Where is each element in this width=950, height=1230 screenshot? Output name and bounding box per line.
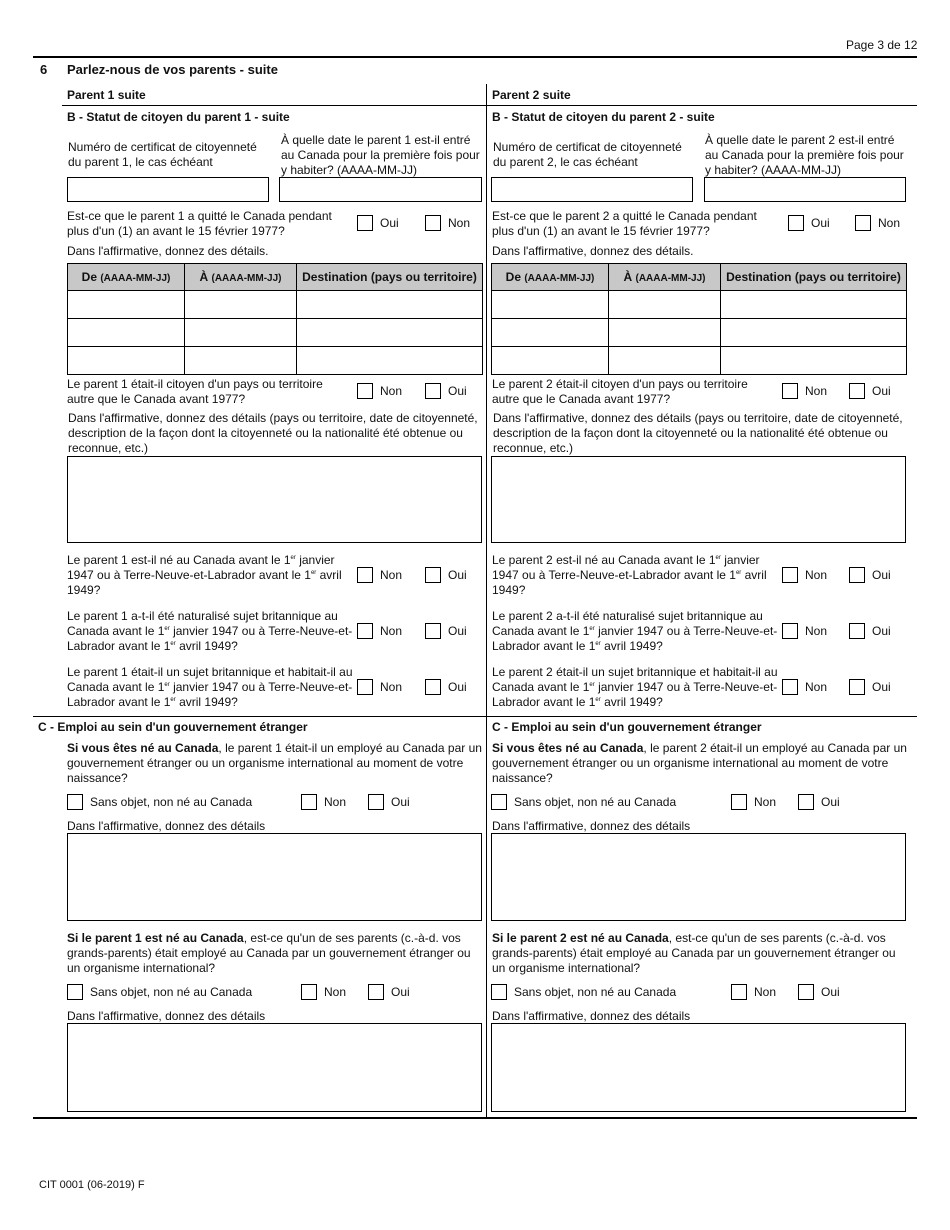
parent1-section-c-title: C - Emploi au sein d'un gouvernement étranger [38,720,308,734]
table-row [492,319,907,347]
parent1-british-subject-question: Le parent 1 était-il un sujet britannique et habitait-il au Canada avant le 1er janvier 1947 ou à Terre-Neuve-et-Labrador avant le 1er avril 1949? [67,665,353,709]
parent2-other-citizen-no-checkbox[interactable] [782,383,798,399]
parent1-naturalized-no-checkbox[interactable] [357,623,373,639]
parent2-other-citizen-details-label: Dans l'affirmative, donnez des détails (pays ou territoire, date de citoyenneté, description de la façon dont la citoyenneté ou la nationalité été obtenue ou reconnue, etc.) [493,411,903,455]
page-number: Page 3 de 12 [846,38,918,52]
travel-from-input[interactable] [68,291,184,318]
parent2-other-citizen-question: Le parent 2 était-il citoyen d'un pays ou territoire autre que le Canada avant 1977? [492,377,748,406]
na-label: Sans objet, non né au Canada [90,985,253,999]
parent1-details-label: Dans l'affirmative, donnez des détails. [67,244,269,258]
yes-label: Oui [391,795,410,809]
travel-from-input[interactable] [492,319,608,346]
column-divider-top [486,84,487,716]
parent1-british-subject-no-checkbox[interactable] [357,679,373,695]
parent2-grandparents-na-checkbox[interactable] [491,984,507,1000]
parent1-born-no-checkbox[interactable] [357,567,373,583]
parent2-british-subject-question: Le parent 2 était-il un sujet britannique et habitait-il au Canada avant le 1er janvier 1947 ou à Terre-Neuve-et-Labrador avant le 1er avril 1949? [492,665,778,709]
parent1-left-canada-yes-checkbox[interactable] [357,215,373,231]
form-code: CIT 0001 (06-2019) F [39,1179,145,1191]
parent2-cert-label: Numéro de certificat de citoyenneté du parent 2, le cas échéant [493,140,682,169]
parent2-other-citizen-details-input[interactable] [491,456,906,543]
parent2-cert-input[interactable] [491,177,693,202]
parent1-grandparents-question: Si le parent 1 est né au Canada, est-ce qu'un de ses parents (c.-à-d. vos grands-parents) était employé au Canada par un gouvernement étranger ou un organisme international? [67,931,471,975]
parent1-other-citizen-no-checkbox[interactable] [357,383,373,399]
table-row [492,347,907,375]
no-label: Non [878,216,901,230]
bottom-rule [33,1117,917,1119]
yes-label: Oui [872,384,891,398]
no-label: Non [805,624,828,638]
parent1-grandparents-no-checkbox[interactable] [301,984,317,1000]
travel-destination-input[interactable] [721,291,906,318]
parent1-grandparents-yes-checkbox[interactable] [368,984,384,1000]
parent2-born-yes-checkbox[interactable] [849,567,865,583]
yes-label: Oui [811,216,830,230]
parent1-other-citizen-yes-checkbox[interactable] [425,383,441,399]
travel-to-input[interactable] [609,319,720,346]
parent1-travel-table [67,263,483,375]
table-row [68,319,483,347]
yes-label: Oui [391,985,410,999]
parent1-cert-input[interactable] [67,177,269,202]
yes-label: Oui [448,680,467,694]
travel-header-destination: Destination (pays ou territoire) [721,264,907,291]
parent1-left-canada-no-checkbox[interactable] [425,215,441,231]
parent2-naturalized-no-checkbox[interactable] [782,623,798,639]
travel-header-to: À (AAAA-MM-JJ) [185,264,297,291]
parent1-born-question: Le parent 1 est-il né au Canada avant le 1er janvier 1947 ou à Terre-Neuve-et-Labrador avant le 1er avril 1949? [67,553,342,597]
parent2-other-citizen-yes-checkbox[interactable] [849,383,865,399]
no-label: Non [380,624,403,638]
travel-from-input[interactable] [492,347,608,374]
na-label: Sans objet, non né au Canada [90,795,253,809]
parent2-travel-table [491,263,907,375]
parent2-british-subject-no-checkbox[interactable] [782,679,798,695]
travel-destination-input[interactable] [721,347,906,374]
parent1-grandparents-na-checkbox[interactable] [67,984,83,1000]
parent2-naturalized-question: Le parent 2 a-t-il été naturalisé sujet britannique au Canada avant le 1er janvier 1947 ou à Terre-Neuve-et-Labrador avant le 1er avril 1949? [492,609,778,653]
parent2-entry-label: À quelle date le parent 2 est-il entré au Canada pour la première fois pour y habiter? (AAAA-MM-JJ) [705,133,904,177]
parent1-naturalized-question: Le parent 1 a-t-il été naturalisé sujet britannique au Canada avant le 1er janvier 1947 ou à Terre-Neuve-et-Labrador avant le 1er avril 1949? [67,609,353,653]
parent1-status-title: B - Statut de citoyen du parent 1 - suite [67,110,290,124]
no-label: Non [448,216,471,230]
no-label: Non [754,985,777,999]
no-label: Non [805,680,828,694]
travel-to-input[interactable] [185,319,296,346]
parent2-column-title: Parent 2 suite [492,88,571,102]
travel-header-destination: Destination (pays ou territoire) [297,264,483,291]
table-row [68,291,483,319]
parent2-grandparents-yes-checkbox[interactable] [798,984,814,1000]
parent2-grandparents-no-checkbox[interactable] [731,984,747,1000]
col-title-rule [62,105,917,106]
parent2-employee-no-checkbox[interactable] [731,794,747,810]
travel-destination-input[interactable] [297,347,482,374]
travel-to-input[interactable] [609,347,720,374]
parent2-employee-question: Si vous êtes né au Canada, le parent 2 était-il un employé au Canada par un gouvernement étranger ou un organisme international au moment de votre naissance? [492,741,907,785]
parent2-born-no-checkbox[interactable] [782,567,798,583]
parent2-details-label: Dans l'affirmative, donnez des détails. [492,244,694,258]
no-label: Non [380,680,403,694]
travel-header-from: De (AAAA-MM-JJ) [68,264,185,291]
parent1-cert-label: Numéro de certificat de citoyenneté du parent 1, le cas échéant [68,140,257,169]
no-label: Non [380,568,403,582]
parent1-british-subject-yes-checkbox[interactable] [425,679,441,695]
top-rule [33,56,917,58]
travel-destination-input[interactable] [721,319,906,346]
travel-header-to: À (AAAA-MM-JJ) [609,264,721,291]
section-number: 6 [40,62,48,77]
yes-label: Oui [380,216,399,230]
parent1-left-canada-question: Est-ce que le parent 1 a quitté le Canada pendant plus d'un (1) an avant le 15 février 1977? [67,209,332,238]
parent1-entry-label: À quelle date le parent 1 est-il entré au Canada pour la première fois pour y habiter? (AAAA-MM-JJ) [281,133,480,177]
parent2-left-canada-yes-checkbox[interactable] [788,215,804,231]
parent1-other-citizen-question: Le parent 1 était-il citoyen d'un pays ou territoire autre que le Canada avant 1977? [67,377,323,406]
section-title: Parlez-nous de vos parents - suite [67,62,278,77]
parent2-grandparents-question: Si le parent 2 est né au Canada, est-ce qu'un de ses parents (c.-à-d. vos grands-parents) était employé au Canada par un gouvernement étranger ou un organisme international? [492,931,896,975]
parent2-left-canada-question: Est-ce que le parent 2 a quitté le Canada pendant plus d'un (1) an avant le 15 février 1977? [492,209,757,238]
travel-from-input[interactable] [68,319,184,346]
parent1-born-yes-checkbox[interactable] [425,567,441,583]
yes-label: Oui [448,384,467,398]
parent2-employee-na-checkbox[interactable] [491,794,507,810]
parent1-employee-question: Si vous êtes né au Canada, le parent 1 était-il un employé au Canada par un gouvernement étranger ou un organisme international au moment de votre naissance? [67,741,482,785]
parent2-left-canada-no-checkbox[interactable] [855,215,871,231]
parent2-grandparents-details-label: Dans l'affirmative, donnez des détails [492,1009,691,1023]
column-divider-bottom [486,717,487,1117]
na-label: Sans objet, non né au Canada [514,985,677,999]
travel-from-input[interactable] [68,347,184,374]
travel-to-input[interactable] [185,291,296,318]
parent2-naturalized-yes-checkbox[interactable] [849,623,865,639]
table-row [68,347,483,375]
table-row [492,291,907,319]
parent2-british-subject-yes-checkbox[interactable] [849,679,865,695]
yes-label: Oui [821,795,840,809]
parent1-column-title: Parent 1 suite [67,88,146,102]
parent2-employee-details-input[interactable] [491,833,906,921]
yes-label: Oui [448,568,467,582]
travel-header-from: De (AAAA-MM-JJ) [492,264,609,291]
parent1-employee-details-input[interactable] [67,833,482,921]
no-label: Non [324,985,347,999]
yes-label: Oui [872,568,891,582]
no-label: Non [324,795,347,809]
travel-from-input[interactable] [492,291,608,318]
travel-to-input[interactable] [185,347,296,374]
parent2-status-title: B - Statut de citoyen du parent 2 - suite [492,110,715,124]
parent1-employee-no-checkbox[interactable] [301,794,317,810]
parent2-grandparents-details-input[interactable] [491,1023,906,1112]
section-c-rule [33,716,917,717]
parent1-employee-yes-checkbox[interactable] [368,794,384,810]
parent2-entry-date-input[interactable] [704,177,906,202]
travel-to-input[interactable] [609,291,720,318]
parent1-employee-na-checkbox[interactable] [67,794,83,810]
no-label: Non [754,795,777,809]
no-label: Non [380,384,403,398]
parent2-born-question: Le parent 2 est-il né au Canada avant le 1er janvier 1947 ou à Terre-Neuve-et-Labrador avant le 1er avril 1949? [492,553,767,597]
yes-label: Oui [448,624,467,638]
no-label: Non [805,384,828,398]
na-label: Sans objet, non né au Canada [514,795,677,809]
parent2-section-c-title: C - Emploi au sein d'un gouvernement étranger [492,720,762,734]
parent1-other-citizen-details-label: Dans l'affirmative, donnez des détails (pays ou territoire, date de citoyenneté, description de la façon dont la citoyenneté ou la nationalité été obtenue ou reconnue, etc.) [68,411,478,455]
yes-label: Oui [872,624,891,638]
parent1-grandparents-details-input[interactable] [67,1023,482,1112]
yes-label: Oui [872,680,891,694]
parent1-other-citizen-details-input[interactable] [67,456,482,543]
yes-label: Oui [821,985,840,999]
no-label: Non [805,568,828,582]
parent2-employee-details-label: Dans l'affirmative, donnez des détails [492,819,691,833]
travel-destination-input[interactable] [297,319,482,346]
parent1-employee-details-label: Dans l'affirmative, donnez des détails [67,819,266,833]
travel-destination-input[interactable] [297,291,482,318]
parent1-entry-date-input[interactable] [279,177,482,202]
parent1-naturalized-yes-checkbox[interactable] [425,623,441,639]
parent2-employee-yes-checkbox[interactable] [798,794,814,810]
parent1-grandparents-details-label: Dans l'affirmative, donnez des détails [67,1009,266,1023]
